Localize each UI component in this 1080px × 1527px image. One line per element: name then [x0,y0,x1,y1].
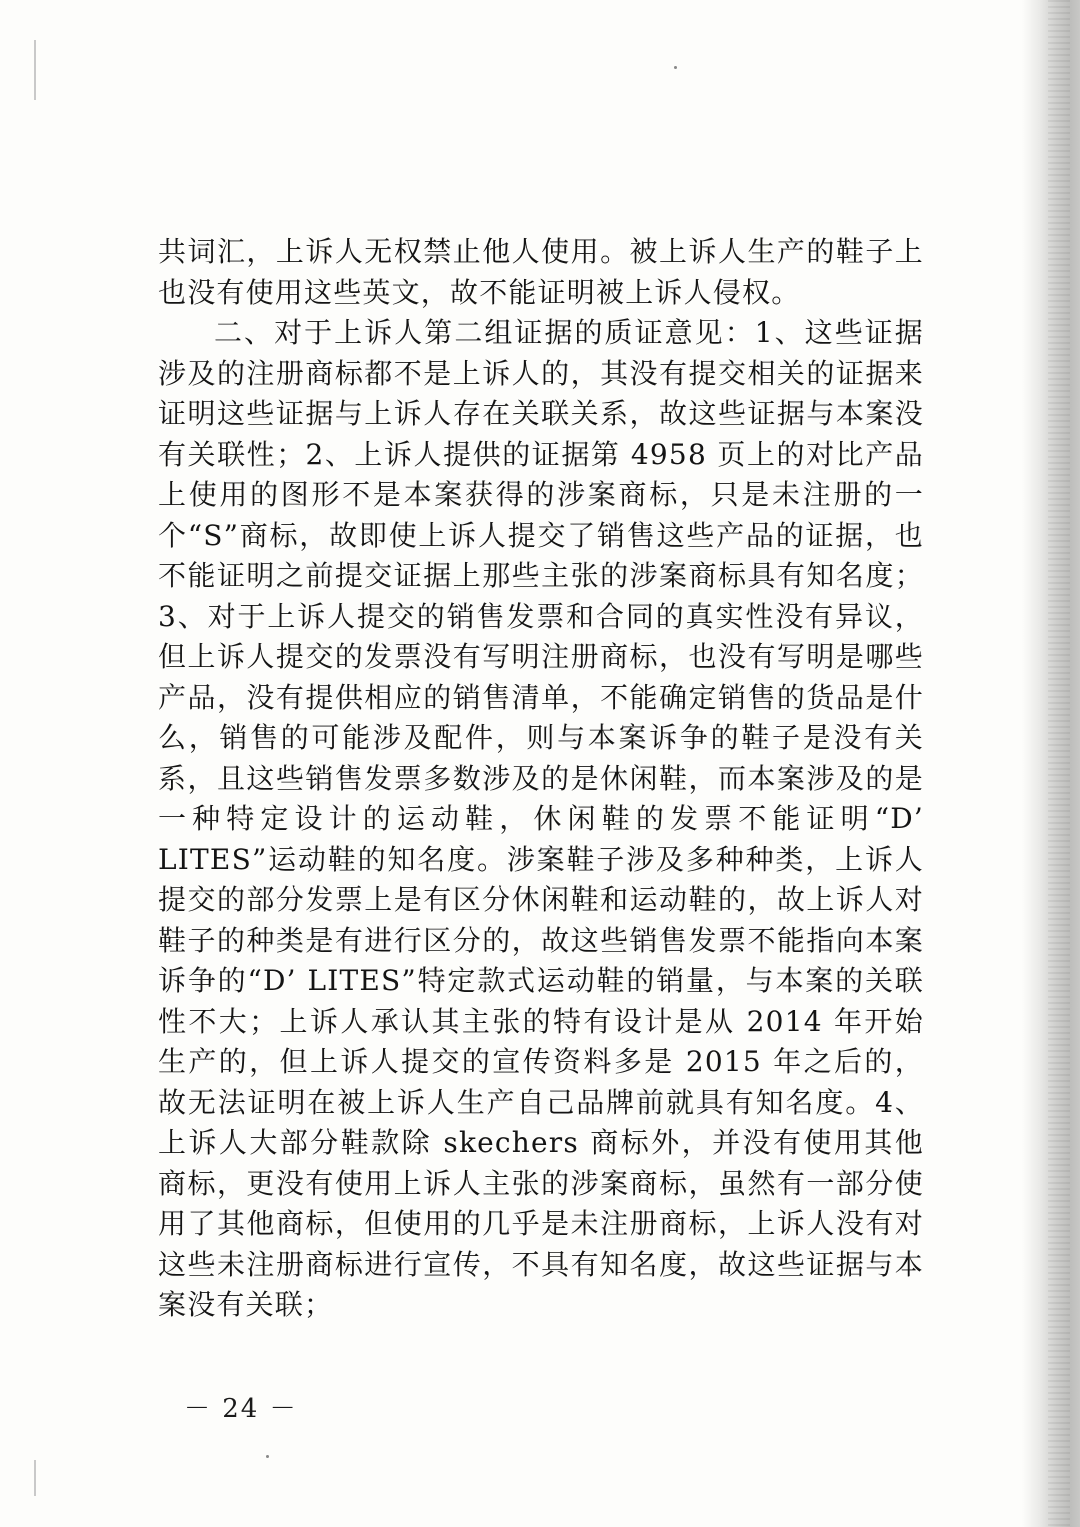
scan-margin-mark [34,1460,36,1496]
paragraph-1: 共词汇，上诉人无权禁止他人使用。被上诉人生产的鞋子上也没有使用这些英文，故不能证明被上诉人侵权。 [158,235,924,309]
scan-speck [266,1455,269,1458]
document-body [158,232,924,1326]
paragraph-2: 二、对于上诉人第二组证据的质证意见：1、这些证据涉及的注册商标都不是上诉人的，其没有提交相关的证据来证明这些证据与上诉人存在关联关系，故这些证据与本案没有关联性；2、上诉人提供的证据第 4958 页上的对比产品上使用的图形不是本案获得的涉案商标，只是未注册的一个“S”商标，故即使上诉人提交了销售这些产品的证据，也不能证明之前提交证据上那些主张的涉案商标具有知名度；3、对于上诉人提交的销售发票和合同的真实性没有异议，但上诉人提交的发票没有写明注册商标，也没有写明是哪些产品，没有提供相应的销售清单，不能确定销售的货品是什么，销售的可能涉及配件，则与本案诉争的鞋子是没有关系，且这些销售发票多数涉及的是休闲鞋，而本案涉及的是一种特定设计的运动鞋，休闲鞋的发票不能证明“D’ LITES”运动鞋的知名度。涉案鞋子涉及多种种类，上诉人提交的部分发票上是有区分休闲鞋和运动鞋的，故上诉人对鞋子的种类是有进行区分的，故这些销售发票不能指向本案诉争的“D’ LITES”特定款式运动鞋的销量，与本案的关联性不大；上诉人承认其主张的特有设计是从 2014 年开始生产的，但上诉人提交的宣传资料多是 2015 年之后的，故无法证明在被上诉人生产自己品牌前就具有知名度。4、上诉人大部分鞋款除 skechers 商标外，并没有使用其他商标，更没有使用上诉人主张的涉案商标，虽然有一部分使用了其他商标，但使用的几乎是未注册商标，上诉人没有对这些未注册商标进行宣传，不具有知名度，故这些证据与本案没有关联； [158,316,924,1321]
scan-shadow-edge [1022,0,1080,1527]
page-number: － 24 － [184,1394,298,1424]
scan-margin-mark [34,40,36,100]
scan-speck [674,66,677,69]
